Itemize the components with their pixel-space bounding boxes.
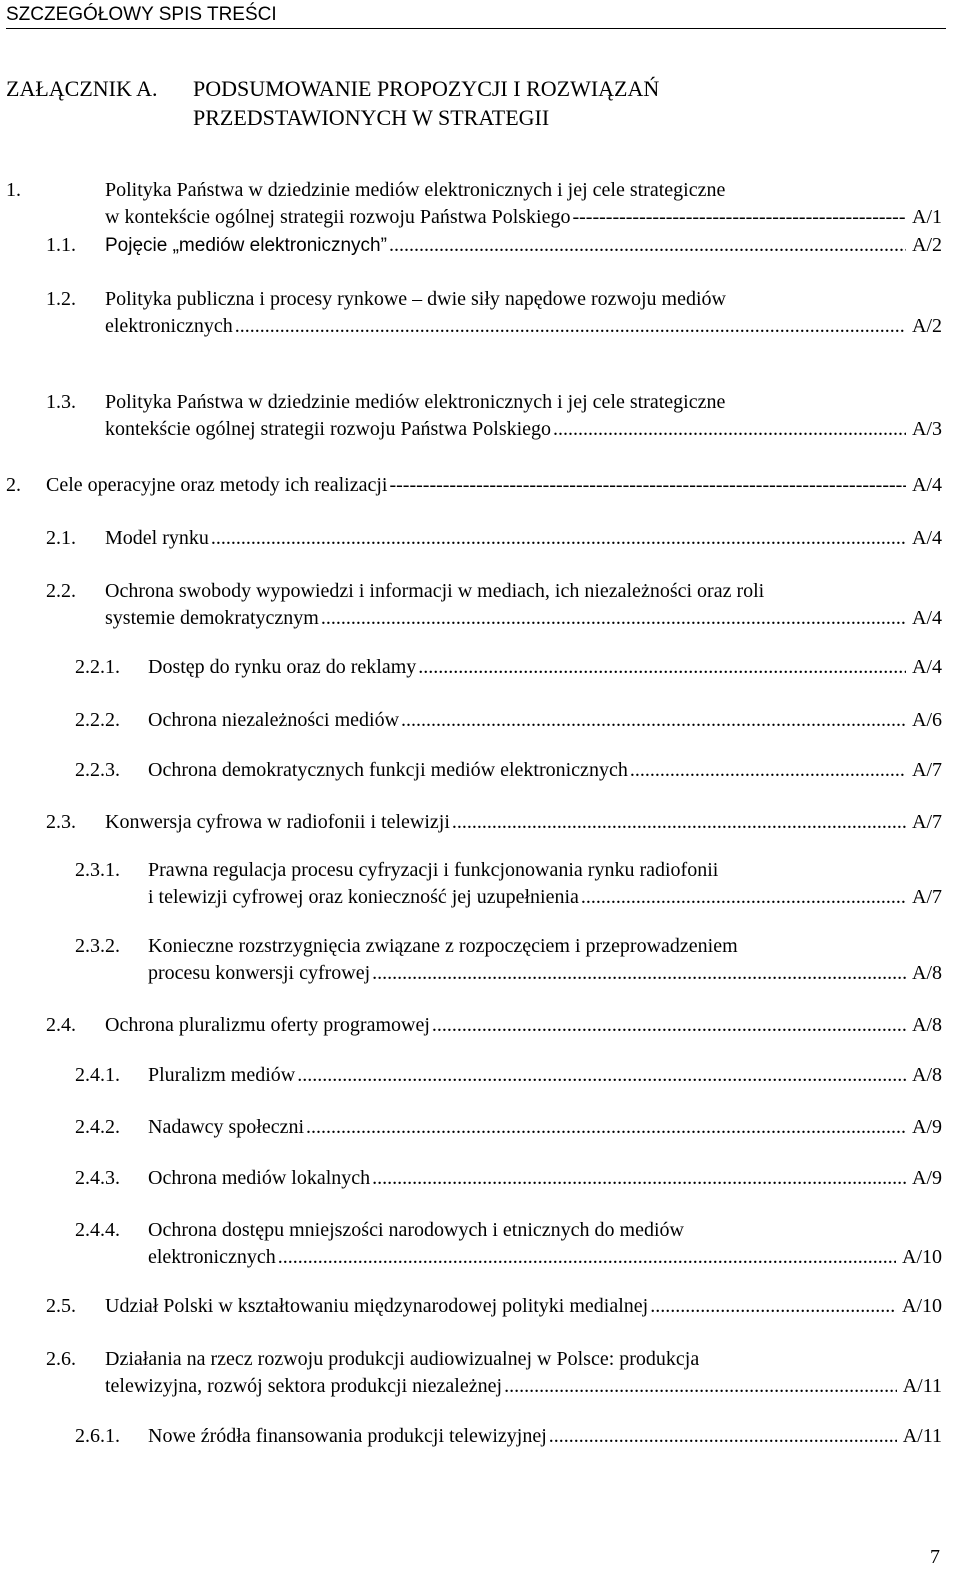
toc-leader [581, 884, 906, 911]
toc-entry-title [105, 286, 942, 340]
toc-leader [401, 707, 906, 734]
annex-title-line: PODSUMOWANIE PROPOZYCJI I ROZWIĄZAŃ [193, 76, 660, 101]
toc-entry-title-line: telewizyjna, rozwój sektora produkcji niezależnej [105, 1375, 503, 1397]
toc-entry-number: 2.4.4. [75, 1219, 120, 1241]
toc-page-ref: A/8 [912, 1014, 942, 1036]
toc-entry-number: 1. [6, 179, 21, 201]
toc-entry-number: 2.6.1. [75, 1425, 120, 1447]
toc-page-ref: A/11 [902, 1375, 942, 1397]
toc-entry-title-line: Pluralizm mediów [148, 1064, 296, 1086]
toc-page-ref: A/7 [912, 811, 942, 833]
toc-page-ref: A/4 [912, 474, 942, 496]
toc-entry-number: 2.2.3. [75, 759, 120, 781]
toc-page-ref: A/9 [912, 1116, 942, 1138]
toc-entry-title-line: procesu konwersji cyfrowej [148, 962, 371, 984]
toc-entry-title [148, 757, 942, 784]
toc-entry-title-line: Nowe źródła finansowania produkcji telewizyjnej [148, 1425, 547, 1447]
toc-entry-title [105, 1012, 942, 1039]
toc-page-ref: A/1 [912, 206, 942, 228]
toc-page-ref: A/3 [912, 418, 942, 440]
toc-entry-number: 2. [6, 474, 21, 496]
toc-page-ref: A/2 [912, 234, 942, 256]
toc-entry-title-line: Pojęcie „mediów elektronicznych” [105, 235, 387, 256]
toc-entry-title-line: Ochrona swobody wypowiedzi i informacji w mediach, ich niezależności oraz roli [105, 580, 765, 602]
toc-entry-title [105, 177, 942, 231]
toc-entry-title-line: Konwersja cyfrowa w radiofonii i telewizji [105, 811, 450, 833]
toc-entry-number: 2.4.2. [75, 1116, 120, 1138]
toc-leader [278, 1244, 896, 1271]
toc-entry-number: 2.4.3. [75, 1167, 120, 1189]
toc-page-ref: A/4 [912, 527, 942, 549]
toc-entry-number: 2.2.1. [75, 656, 120, 678]
toc-leader [432, 1012, 906, 1039]
toc-leader [452, 809, 906, 836]
toc-entry-title-line: kontekście ogólnej strategii rozwoju Państwa Polskiego [105, 418, 552, 440]
toc-leader [549, 1423, 897, 1450]
toc-entry-title [105, 389, 942, 443]
toc-entry-title-line: Model rynku [105, 527, 209, 549]
toc-page-ref: A/9 [912, 1167, 942, 1189]
toc-entry-title-line: Działania na rzecz rozwoju produkcji audiowizualnej w Polsce: produkcja [105, 1348, 700, 1370]
toc-page-ref: A/11 [902, 1425, 942, 1447]
toc-entry-title [148, 1165, 942, 1192]
toc-entry-title-line: Prawna regulacja procesu cyfryzacji i funkcjonowania rynku radiofonii [148, 859, 719, 881]
toc-page-ref: A/4 [912, 656, 942, 678]
toc-entry-number: 1.2. [46, 288, 76, 310]
toc-page-ref: A/10 [902, 1246, 942, 1268]
toc-entry-title [105, 232, 942, 259]
toc-entry-title-line: Polityka Państwa w dziedzinie mediów elektronicznych i jej cele strategiczne [105, 391, 726, 413]
annex-title-line: PRZEDSTAWIONYCH W STRATEGII [193, 105, 550, 130]
toc-entry-number: 1.3. [46, 391, 76, 413]
toc-leader [418, 654, 906, 681]
toc-entry-title [148, 1217, 942, 1271]
toc-entry-title [46, 472, 942, 499]
toc-page-ref: A/7 [912, 886, 942, 908]
toc-entry-title-line: elektronicznych [148, 1246, 276, 1268]
toc-entry-title-line: Konieczne rozstrzygnięcia związane z rozpoczęciem i przeprowadzeniem [148, 935, 738, 957]
toc-entry-title-line: elektronicznych [105, 315, 233, 337]
toc-entry-title-line: Polityka Państwa w dziedzinie mediów elektronicznych i jej cele strategiczne [105, 179, 726, 201]
toc-entry-number: 2.5. [46, 1295, 76, 1317]
toc-entry-title-line: Ochrona mediów lokalnych [148, 1167, 371, 1189]
toc-leader [297, 1062, 906, 1089]
toc-entry-title-line: Dostęp do rynku oraz do reklamy [148, 656, 417, 678]
toc-entry-number: 2.4.1. [75, 1064, 120, 1086]
toc-entry-title [105, 809, 942, 836]
page-header: SZCZEGÓŁOWY SPIS TREŚCI [6, 0, 946, 29]
toc-entry-number: 2.3.1. [75, 859, 120, 881]
toc-leader [235, 313, 906, 340]
toc-entry-title-line: i telewizji cyfrowej oraz konieczność jej uzupełnienia [148, 886, 579, 908]
toc-leader [372, 1165, 906, 1192]
toc-leader [306, 1114, 906, 1141]
toc-leader [553, 416, 906, 443]
toc-leader [630, 757, 906, 784]
toc-entry-number: 2.2.2. [75, 709, 120, 731]
toc-page-ref: A/8 [912, 1064, 942, 1086]
toc-leader [211, 525, 906, 552]
toc-entry-title [148, 933, 942, 987]
toc-leader [650, 1293, 896, 1320]
toc-page-ref: A/8 [912, 962, 942, 984]
toc-entry-title [105, 1346, 942, 1400]
annex-title [193, 74, 913, 132]
toc-leader [389, 232, 906, 259]
toc-entry-number: 2.3. [46, 811, 76, 833]
toc-entry-number: 2.3.2. [75, 935, 120, 957]
toc-entry-title [148, 1062, 942, 1089]
annex-label: ZAŁĄCZNIK A. [6, 76, 158, 101]
toc-entry-number: 1.1. [46, 234, 76, 256]
toc-entry-title-line: Ochrona dostępu mniejszości narodowych i etnicznych do mediów [148, 1219, 684, 1241]
toc-entry-title-line: Nadawcy społeczni [148, 1116, 305, 1138]
toc-page-ref: A/4 [912, 607, 942, 629]
toc-entry-title [148, 654, 942, 681]
toc-entry-number: 2.6. [46, 1348, 76, 1370]
toc-leader [321, 605, 906, 632]
toc-page-ref: A/10 [902, 1295, 942, 1317]
toc-entry-title [105, 1293, 942, 1320]
toc-entry-title-line: w kontekście ogólnej strategii rozwoju Państwa Polskiego [105, 206, 571, 228]
toc-page-ref: A/7 [912, 759, 942, 781]
toc-entry-title [105, 578, 942, 632]
toc-entry-title-line: Ochrona pluralizmu oferty programowej [105, 1014, 430, 1036]
toc-entry-title [148, 857, 942, 911]
toc-entry-number: 2.2. [46, 580, 76, 602]
toc-entry-title-line: Polityka publiczna i procesy rynkowe – dwie siły napędowe rozwoju mediów [105, 288, 726, 310]
toc-entry-title [148, 1423, 942, 1450]
toc-entry-title-line: Ochrona niezależności mediów [148, 709, 400, 731]
toc-entry-title [105, 525, 942, 552]
toc-entry-title-line: systemie demokratycznym [105, 607, 319, 629]
toc-leader [504, 1373, 897, 1400]
page-number: 7 [930, 1546, 940, 1568]
toc-entry-title [148, 1114, 942, 1141]
toc-page-ref: A/2 [912, 315, 942, 337]
toc-leader [372, 960, 906, 987]
toc-page-ref: A/6 [912, 709, 942, 731]
toc-entry-title-line: Cele operacyjne oraz metody ich realizacji [46, 474, 388, 496]
toc-entry-title-line: Ochrona demokratycznych funkcji mediów elektronicznych [148, 759, 628, 781]
toc-entry-title [148, 707, 942, 734]
toc-entry-number: 2.1. [46, 527, 76, 549]
toc-leader [572, 204, 906, 231]
toc-entry-title-line: Udział Polski w kształtowaniu międzynarodowej polityki medialnej [105, 1295, 649, 1317]
toc-leader [389, 472, 906, 499]
toc-entry-number: 2.4. [46, 1014, 76, 1036]
